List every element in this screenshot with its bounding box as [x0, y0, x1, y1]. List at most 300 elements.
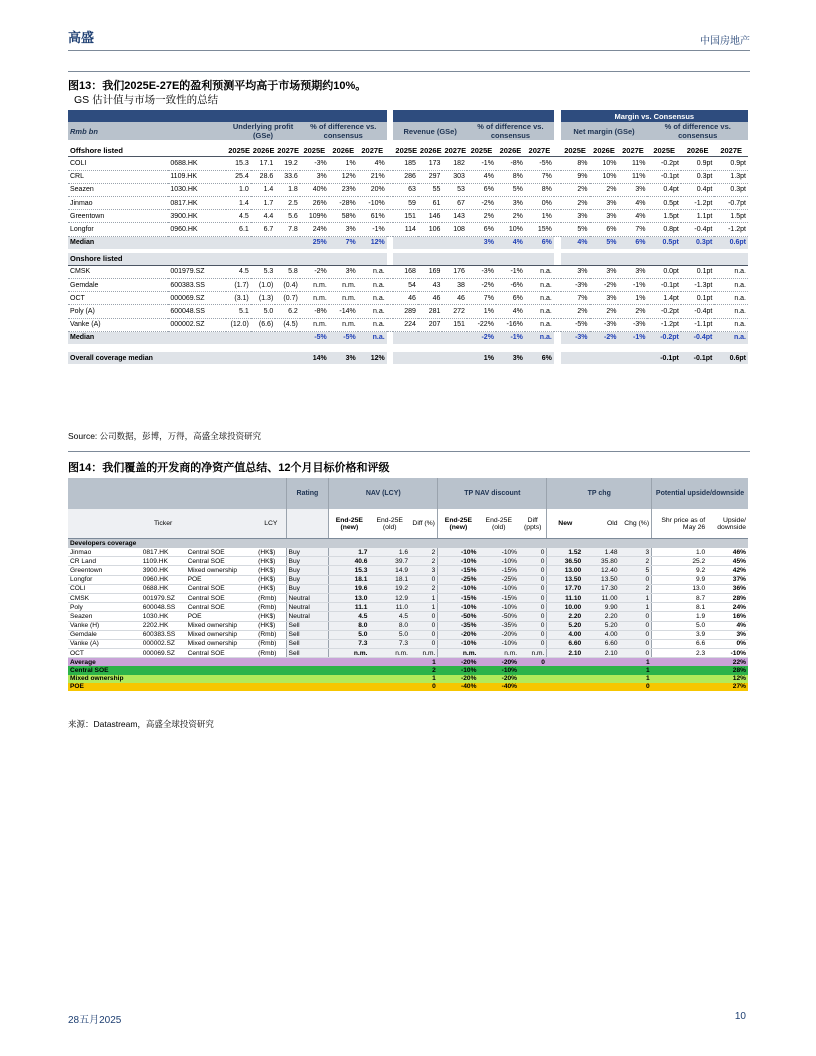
value-cell: 3%: [618, 265, 647, 278]
value-cell: 286: [393, 170, 418, 183]
value-cell: -3%: [300, 157, 329, 170]
gap-cell: [554, 265, 561, 278]
value-cell: 37%: [707, 575, 748, 584]
value-cell: 8%: [525, 183, 554, 196]
value-cell: (HK$): [256, 557, 286, 566]
value-cell: 15%: [525, 223, 554, 236]
value-cell: 4%: [496, 305, 525, 318]
developer-name: Vanke (H): [68, 621, 141, 630]
value-cell: 2%: [561, 305, 590, 318]
ticker-cell: 1109.HK: [141, 557, 186, 566]
gap-cell: [387, 236, 394, 249]
tp-new-header: New: [547, 509, 583, 539]
value-cell: [393, 352, 418, 364]
value-cell: n.a.: [714, 292, 748, 305]
value-cell: 24%: [707, 603, 748, 612]
value-cell: 12%: [358, 352, 387, 364]
value-cell: 59: [393, 196, 418, 209]
value-cell: [393, 236, 418, 249]
year-label: 2027E: [358, 144, 387, 157]
value-cell: 1.4pt: [647, 292, 680, 305]
disc-old-header: End-25E (old): [478, 509, 519, 539]
value-cell: 2: [620, 557, 652, 566]
value-cell: 40%: [300, 183, 329, 196]
blank-cell: [286, 683, 329, 691]
tp-nav-header: TP NAV discount: [438, 478, 547, 509]
value-cell: 5.0: [369, 630, 410, 639]
value-cell: 2.10: [583, 649, 619, 658]
value-cell: 2%: [590, 183, 619, 196]
blank-cell: [547, 539, 583, 549]
margin-header: Net margin (GSe): [561, 122, 648, 140]
value-cell: 46%: [707, 548, 748, 557]
tp-old-header: Old: [583, 509, 619, 539]
value-cell: 207: [418, 318, 443, 331]
blank-cell: [300, 253, 329, 266]
disc-new-header: End-25E (new): [438, 509, 479, 539]
value-cell: 10%: [590, 170, 619, 183]
value-cell: 4%: [618, 210, 647, 223]
value-cell: -2%: [590, 279, 619, 292]
value-cell: 15.3: [226, 157, 251, 170]
developer-row: [68, 593, 748, 602]
value-cell: 38: [442, 279, 467, 292]
value-cell: n.a.: [358, 305, 387, 318]
year-label: 2026E: [681, 144, 714, 157]
nav-header: NAV (LCY): [329, 478, 438, 509]
value-cell: -1.2pt: [647, 318, 680, 331]
gap-cell: [387, 223, 394, 236]
value-cell: 5%: [590, 236, 619, 249]
header-row: [68, 122, 748, 140]
value-cell: Central SOE: [186, 584, 257, 593]
value-cell: [442, 352, 467, 364]
value-cell: 5%: [496, 183, 525, 196]
value-cell: -0.7pt: [714, 196, 748, 209]
value-cell: 1: [410, 603, 438, 612]
value-cell: 0: [410, 575, 438, 584]
value-cell: 114: [393, 223, 418, 236]
value-cell: Neutral: [286, 603, 329, 612]
value-cell: -16%: [496, 318, 525, 331]
blank-cell: [286, 539, 329, 549]
gap-cell: [387, 305, 394, 318]
value-cell: n.a.: [525, 292, 554, 305]
value-cell: n.m.: [329, 279, 358, 292]
value-cell: 1.0: [226, 183, 251, 196]
band-cell: [251, 110, 276, 122]
ticker-cell: [168, 236, 226, 249]
year-label: 2025E: [561, 144, 590, 157]
value-cell: 1.3pt: [714, 170, 748, 183]
value-cell: [590, 352, 619, 364]
figure-14-table: [68, 478, 748, 691]
value-cell: 7.3: [329, 639, 370, 648]
gap-cell: [387, 318, 394, 331]
potential-header: Potential upside/downside: [652, 478, 748, 509]
blank-cell: [547, 658, 583, 667]
value-cell: 12%: [329, 170, 358, 183]
value-cell: 5.6: [275, 210, 300, 223]
value-cell: 3%: [300, 170, 329, 183]
value-cell: n.a.: [525, 305, 554, 318]
band-cell: [226, 110, 251, 122]
gap: [554, 122, 561, 140]
median-row: [68, 236, 748, 249]
unit-header: Rmb bn: [68, 122, 168, 140]
value-cell: (Rmb): [256, 603, 286, 612]
value-cell: n.m.: [300, 318, 329, 331]
value-cell: 0: [519, 612, 547, 621]
gap-cell: [554, 292, 561, 305]
band-cell: [68, 110, 168, 122]
ticker-cell: 0960.HK: [168, 223, 226, 236]
gap-cell: [554, 236, 561, 249]
gap-cell: [554, 305, 561, 318]
value-cell: 28.6: [251, 170, 276, 183]
value-cell: (Rmb): [256, 639, 286, 648]
value-cell: -0.1pt: [647, 279, 680, 292]
year-label: 2026E: [496, 144, 525, 157]
nav-new-header: End-25E (new): [329, 509, 370, 539]
value-cell: -2%: [300, 265, 329, 278]
blank-cell: [442, 253, 467, 266]
developer-row: [68, 639, 748, 648]
value-cell: 2.5: [275, 196, 300, 209]
blank-cell: [393, 253, 418, 266]
band-cell: [168, 110, 226, 122]
ticker-cell: [168, 331, 226, 344]
value-cell: [418, 352, 443, 364]
value-cell: (0.7): [275, 292, 300, 305]
value-cell: 2%: [590, 305, 619, 318]
value-cell: -20%: [438, 630, 479, 639]
developer-name: Greentown: [68, 566, 141, 575]
value-cell: 3%: [590, 210, 619, 223]
nav-diff-header: Diff (%): [410, 509, 438, 539]
value-cell: 13.50: [547, 575, 583, 584]
value-cell: -0.2pt: [647, 331, 680, 344]
value-cell: 1.6: [369, 548, 410, 557]
data-row: [68, 352, 748, 364]
nav-diff-cell: 0: [410, 683, 438, 691]
blank-cell: [647, 253, 680, 266]
value-cell: 4.5: [329, 612, 370, 621]
value-cell: 3%: [329, 352, 358, 364]
value-cell: 0%: [525, 196, 554, 209]
value-cell: 0.9pt: [681, 157, 714, 170]
year-label: 2027E: [714, 144, 748, 157]
ticker-cell: 001979.SZ: [168, 265, 226, 278]
value-cell: 40.6: [329, 557, 370, 566]
value-cell: 3%: [496, 196, 525, 209]
value-cell: 5: [620, 566, 652, 575]
gap-cell: [387, 352, 394, 364]
lcy-header: LCY: [256, 509, 286, 539]
value-cell: -5%: [300, 331, 329, 344]
blank-cell: [467, 253, 496, 266]
value-cell: -14%: [329, 305, 358, 318]
value-cell: 3%: [590, 265, 619, 278]
blank-cell: [652, 675, 708, 683]
value-cell: [561, 352, 590, 364]
gap-cell: [387, 144, 394, 157]
value-cell: [618, 352, 647, 364]
value-cell: [226, 331, 251, 344]
value-cell: 8%: [496, 170, 525, 183]
value-cell: 43: [418, 279, 443, 292]
value-cell: 17.1: [251, 157, 276, 170]
value-cell: -15%: [438, 593, 479, 602]
value-cell: [275, 352, 300, 364]
value-cell: n.m.: [369, 649, 410, 658]
value-cell: Central SOE: [186, 548, 257, 557]
value-cell: 5.1: [226, 305, 251, 318]
ticker-cell: 0817.HK: [168, 196, 226, 209]
ticker-cell: 1030.HK: [168, 183, 226, 196]
value-cell: Central SOE: [186, 557, 257, 566]
value-cell: POE: [186, 575, 257, 584]
value-cell: 0: [410, 621, 438, 630]
value-cell: Mixed ownership: [186, 639, 257, 648]
value-cell: 39.7: [369, 557, 410, 566]
blank-cell: [652, 658, 708, 667]
group-label: Onshore listed: [68, 253, 226, 266]
value-cell: 1: [620, 603, 652, 612]
value-cell: Buy: [286, 548, 329, 557]
value-cell: (HK$): [256, 548, 286, 557]
value-cell: (0.4): [275, 279, 300, 292]
row-label: Gemdale: [68, 279, 168, 292]
gap-cell: [387, 279, 394, 292]
ticker-cell: 600048.SS: [168, 305, 226, 318]
blank-cell: [251, 253, 276, 266]
value-cell: -5%: [329, 331, 358, 344]
value-cell: Mixed ownership: [186, 630, 257, 639]
ticker-cell: 600383.SS: [141, 630, 186, 639]
value-cell: Buy: [286, 584, 329, 593]
value-cell: 46: [442, 292, 467, 305]
value-cell: n.m.: [519, 649, 547, 658]
figure-13-subtitle: GS 估计值与市场一致性的总结: [74, 94, 219, 106]
year-label: 2025E: [647, 144, 680, 157]
ticker-cell: 3900.HK: [168, 210, 226, 223]
value-cell: 2%: [561, 196, 590, 209]
value-cell: 0: [519, 557, 547, 566]
value-cell: 0: [620, 612, 652, 621]
value-cell: 146: [418, 210, 443, 223]
value-cell: 2%: [618, 305, 647, 318]
value-cell: -1%: [358, 223, 387, 236]
value-cell: 14%: [300, 352, 329, 364]
value-cell: 151: [442, 318, 467, 331]
gap-cell: [554, 318, 561, 331]
figure-13-table: [68, 110, 748, 364]
value-cell: 185: [393, 157, 418, 170]
gap-cell: [387, 253, 394, 266]
value-cell: 7%: [525, 170, 554, 183]
value-cell: 4%: [358, 157, 387, 170]
value-cell: 9.9: [652, 575, 708, 584]
value-cell: 11.1: [329, 603, 370, 612]
ticker-cell: 2202.HK: [141, 621, 186, 630]
value-cell: -3%: [561, 279, 590, 292]
ticker-cell: 000069.SZ: [141, 649, 186, 658]
value-cell: -8%: [300, 305, 329, 318]
value-cell: 10%: [496, 223, 525, 236]
figure-rule-2: [68, 451, 750, 452]
year-label: 2026E: [418, 144, 443, 157]
band-blank: [68, 478, 286, 509]
value-cell: 25%: [300, 236, 329, 249]
ticker-header: Ticker: [141, 509, 186, 539]
blank-cell: [329, 658, 370, 667]
data-row: [68, 318, 748, 331]
value-cell: -28%: [329, 196, 358, 209]
disc-old-cell: -20%: [478, 658, 519, 667]
value-cell: -3%: [561, 331, 590, 344]
value-cell: 0.3pt: [681, 236, 714, 249]
value-cell: (1.3): [251, 292, 276, 305]
tp-chg-pct-header: Chg (%): [620, 509, 652, 539]
year-label: 2027E: [525, 144, 554, 157]
value-cell: 9.2: [652, 566, 708, 575]
year-label: 2027E: [442, 144, 467, 157]
developer-name: Jinmao: [68, 548, 141, 557]
blank-cell: [369, 675, 410, 683]
value-cell: 6%: [525, 236, 554, 249]
value-cell: -1.2pt: [714, 223, 748, 236]
value-cell: 3%: [329, 265, 358, 278]
blank-cell: [547, 683, 583, 691]
blank-cell: [583, 666, 619, 674]
value-cell: -50%: [438, 612, 479, 621]
value-cell: n.m.: [329, 318, 358, 331]
value-cell: -0.4pt: [681, 305, 714, 318]
band-header-row: [68, 478, 748, 509]
value-cell: 0%: [707, 639, 748, 648]
developer-row: [68, 603, 748, 612]
developer-row: [68, 557, 748, 566]
data-row: [68, 196, 748, 209]
value-cell: 1.8: [275, 183, 300, 196]
value-cell: 15.3: [329, 566, 370, 575]
value-cell: [393, 331, 418, 344]
developer-name: CMSK: [68, 593, 141, 602]
summary-row: [68, 658, 748, 667]
value-cell: -10%: [478, 639, 519, 648]
value-cell: 0: [519, 603, 547, 612]
value-cell: -20%: [478, 630, 519, 639]
blank-cell: [618, 253, 647, 266]
developer-row: [68, 630, 748, 639]
value-cell: [226, 236, 251, 249]
data-row: [68, 210, 748, 223]
upside-cell: 12%: [707, 675, 748, 683]
value-cell: 272: [442, 305, 467, 318]
band-cell: [496, 110, 525, 122]
ticker-cell: 0688.HK: [168, 157, 226, 170]
value-cell: Central SOE: [186, 593, 257, 602]
disc-new-cell: -20%: [438, 675, 479, 683]
value-cell: -35%: [438, 621, 479, 630]
developer-row: [68, 621, 748, 630]
value-cell: -2%: [467, 279, 496, 292]
summary-label: POE: [68, 683, 286, 691]
gap: [387, 122, 394, 140]
value-cell: -10%: [358, 196, 387, 209]
value-cell: Sell: [286, 639, 329, 648]
ticker-cell: 000069.SZ: [168, 292, 226, 305]
blank: [68, 509, 141, 539]
nav-diff-cell: 1: [410, 658, 438, 667]
developer-row: [68, 612, 748, 621]
value-cell: -35%: [478, 621, 519, 630]
blank-cell: [369, 658, 410, 667]
ticker-cell: 600383.SS: [168, 279, 226, 292]
value-cell: 1%: [467, 352, 496, 364]
developer-name: Seazen: [68, 612, 141, 621]
value-cell: 36%: [707, 584, 748, 593]
value-cell: -3%: [590, 318, 619, 331]
value-cell: n.m.: [300, 279, 329, 292]
row-label: CMSK: [68, 265, 168, 278]
value-cell: -1%: [618, 331, 647, 344]
gap-cell: [387, 183, 394, 196]
gap-cell: [387, 265, 394, 278]
value-cell: Mixed ownership: [186, 621, 257, 630]
band-cell: [467, 110, 496, 122]
value-cell: 0: [620, 630, 652, 639]
blank-cell: [329, 539, 370, 549]
disc-new-cell: -40%: [438, 683, 479, 691]
value-cell: 1: [620, 593, 652, 602]
value-cell: 0: [410, 630, 438, 639]
value-cell: 25.4: [226, 170, 251, 183]
value-cell: 23%: [329, 183, 358, 196]
value-cell: 4%: [707, 621, 748, 630]
blank-cell: [438, 539, 479, 549]
value-cell: -0.4pt: [681, 223, 714, 236]
value-cell: Sell: [286, 649, 329, 658]
value-cell: 0: [519, 639, 547, 648]
value-cell: 176: [442, 265, 467, 278]
ticker-cell: 000002.SZ: [168, 318, 226, 331]
value-cell: 0.5pt: [647, 236, 680, 249]
value-cell: (1.0): [251, 279, 276, 292]
value-cell: 0.9pt: [714, 157, 748, 170]
value-cell: 13.50: [583, 575, 619, 584]
value-cell: n.a.: [714, 279, 748, 292]
value-cell: 2: [410, 557, 438, 566]
value-cell: 6%: [618, 236, 647, 249]
shr-price-header: Shr price as of May 26: [652, 509, 708, 539]
footer-date: 28五月2025: [68, 1015, 122, 1026]
value-cell: [418, 236, 443, 249]
blank-cell: [583, 675, 619, 683]
value-cell: 2%: [467, 210, 496, 223]
value-cell: 0: [519, 584, 547, 593]
value-cell: 6.6: [652, 639, 708, 648]
data-row: [68, 265, 748, 278]
value-cell: 0: [620, 575, 652, 584]
value-cell: n.m.: [329, 649, 370, 658]
value-cell: 108: [442, 223, 467, 236]
value-cell: 1.52: [547, 548, 583, 557]
ticker-cell: 0688.HK: [141, 584, 186, 593]
year-label: 2025E: [226, 144, 251, 157]
value-cell: 58%: [329, 210, 358, 223]
